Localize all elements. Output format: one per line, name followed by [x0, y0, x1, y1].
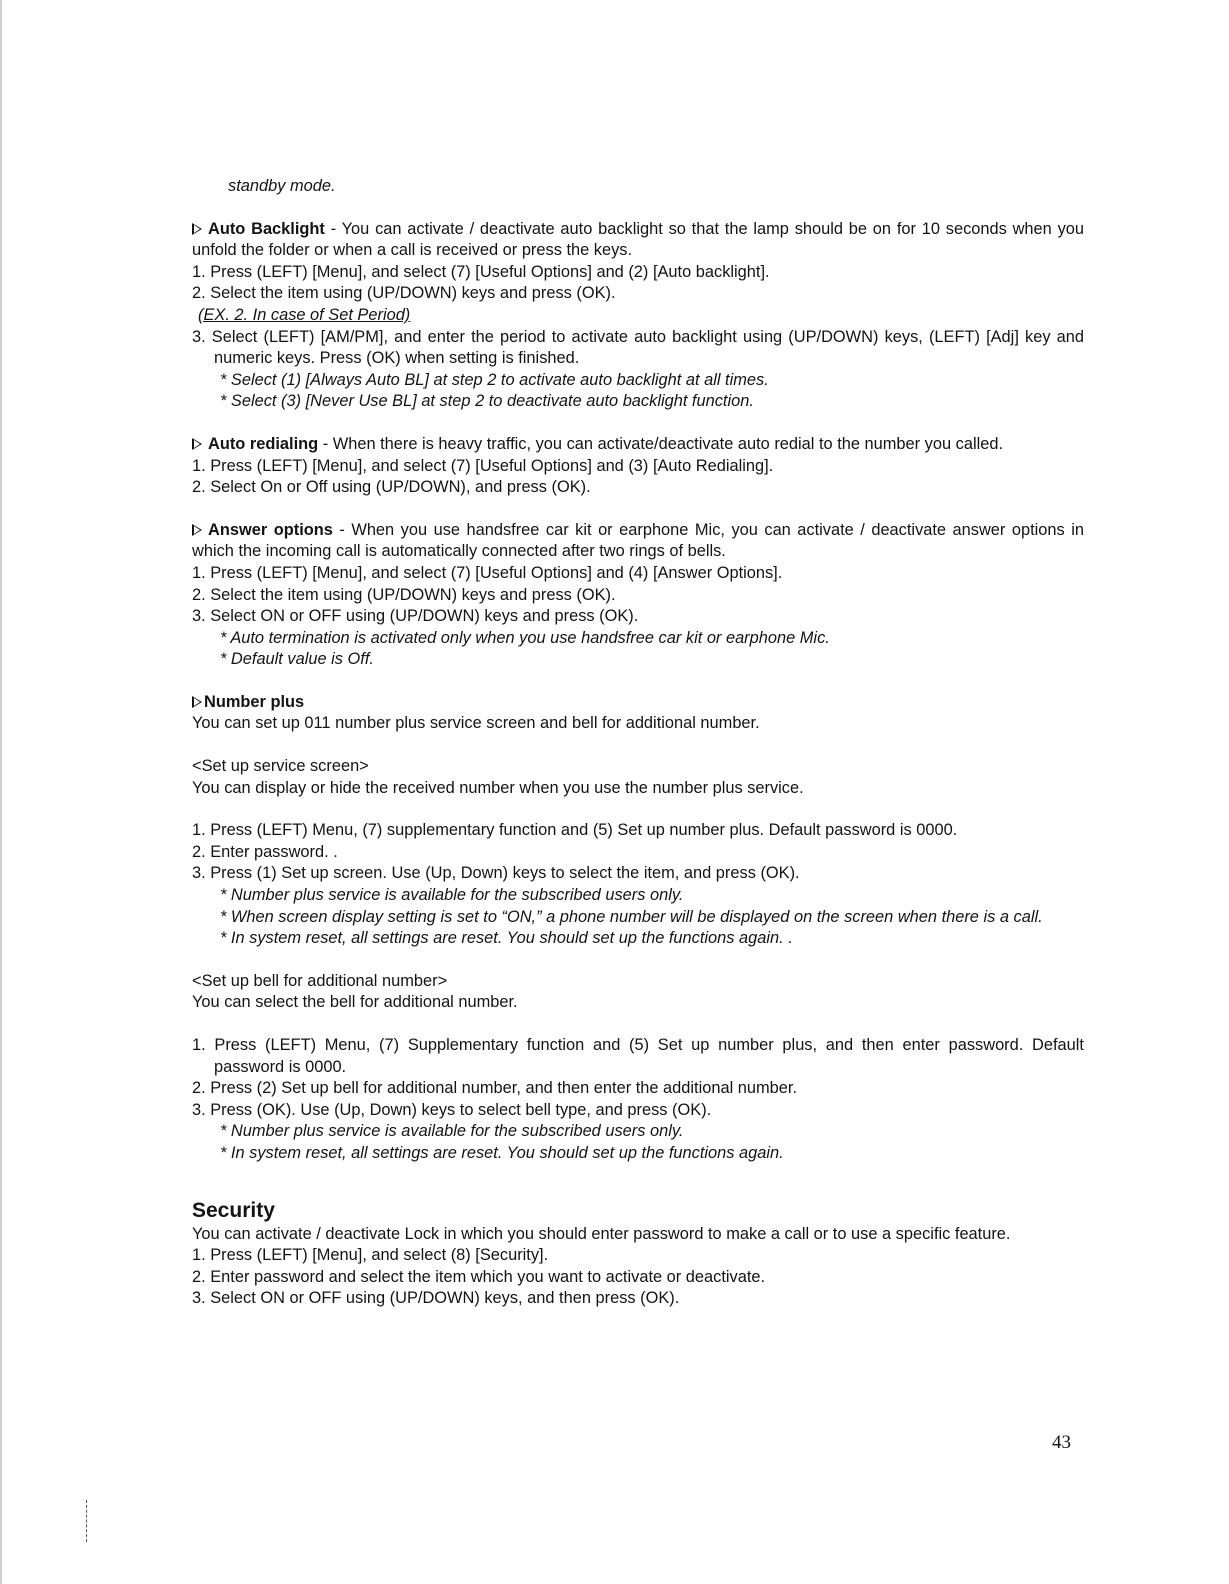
page-content	[192, 176, 1084, 1310]
answer-options-desc	[192, 520, 1084, 563]
triangle-bullet-icon	[192, 696, 202, 708]
list-item: 2. Press (2) Set up bell for additional number, and then enter the additional number.	[192, 1079, 798, 1098]
list-item: 3. Select ON or OFF using (UP/DOWN) keys and press (OK).	[192, 607, 639, 626]
auto-backlight-desc-text: - You can activate / deactivate auto backlight so that the lamp should be on for 10 seconds when you unfold the folder or when a call is received or press the keys.	[192, 219, 1084, 260]
list-item: 2. Select the item using (UP/DOWN) keys and press (OK).	[192, 585, 616, 604]
number-plus-heading	[192, 692, 1084, 714]
example-label: (EX. 2. In case of Set Period)	[198, 305, 411, 324]
list-item: 3. Press (1) Set up screen. Use (Up, Down) keys to select the item, and press (OK).	[192, 864, 800, 883]
list-item: 3. Press (OK). Use (Up, Down) keys to select bell type, and press (OK).	[192, 1100, 712, 1119]
list-item: 1. Press (LEFT) Menu, (7) supplementary function and (5) Set up number plus. Default password is 0000.	[192, 821, 958, 840]
note-item: * Default value is Off.	[220, 650, 374, 669]
auto-redialing-desc	[192, 434, 1084, 456]
security-title: Security	[192, 1198, 275, 1222]
triangle-bullet-icon	[192, 223, 202, 235]
list-item: 2. Enter password and select the item which you want to activate or deactivate.	[192, 1267, 766, 1286]
subheading: <Set up bell for additional number>	[192, 971, 448, 990]
list-item: 1. Press (LEFT) Menu, (7) Supplementary function and (5) Set up number plus, and then enter password. Default password is 0000.	[192, 1036, 1084, 1076]
list-item: 3. Select (LEFT) [AM/PM], and enter the period to activate auto backlight using (UP/DOWN) keys, (LEFT) [Adj] key and numeric keys. Press (OK) when setting is finished.	[192, 327, 1084, 368]
note-item: * When screen display setting is set to “ON,” a phone number will be displayed on the screen when there is a call.	[220, 907, 1043, 926]
section-security	[192, 1198, 1084, 1310]
triangle-bullet-icon	[192, 438, 202, 450]
number-plus-desc: You can set up 011 number plus service screen and bell for additional number.	[192, 714, 760, 733]
list-item: 2. Enter password. .	[192, 842, 338, 861]
section-auto-redialing	[192, 434, 1084, 499]
subheading-desc: You can select the bell for additional number.	[192, 993, 518, 1012]
list-item: 2. Select On or Off using (UP/DOWN), and press (OK).	[192, 478, 591, 497]
list-item: 1. Press (LEFT) [Menu], and select (7) [Useful Options] and (3) [Auto Redialing].	[192, 456, 774, 475]
number-plus-title: Number plus	[204, 692, 305, 711]
auto-backlight-desc	[192, 219, 1084, 262]
auto-redialing-title: Auto redialing	[208, 434, 319, 453]
list-item: 1. Press (LEFT) [Menu], and select (8) [Security].	[192, 1246, 549, 1265]
answer-options-desc-text: - When you use handsfree car kit or earphone Mic, you can activate / deactivate answer options in which the incoming call is automatically connected after two rings of bells.	[192, 520, 1084, 561]
security-desc: You can activate / deactivate Lock in which you should enter password to make a call or to use a specific feature.	[192, 1224, 1011, 1243]
note-item: * Select (1) [Always Auto BL] at step 2 to activate auto backlight at all times.	[220, 370, 769, 389]
note-item: * In system reset, all settings are reset. You should set up the functions again. .	[220, 929, 793, 948]
intro-text: standby mode.	[228, 177, 336, 195]
answer-options-title: Answer options	[208, 520, 333, 539]
list-item: 1. Press (LEFT) [Menu], and select (7) [Useful Options] and (2) [Auto backlight].	[192, 262, 770, 281]
auto-backlight-title: Auto Backlight	[208, 219, 325, 238]
note-item: * In system reset, all settings are reset. You should set up the functions again.	[220, 1143, 784, 1162]
scan-mark	[86, 1500, 88, 1542]
note-item: * Number plus service is available for the subscribed users only.	[220, 1122, 684, 1141]
auto-redialing-desc-text: - When there is heavy traffic, you can activate/deactivate auto redial to the number you called.	[318, 434, 1004, 453]
section-auto-backlight	[192, 219, 1084, 413]
scan-edge	[0, 0, 2, 1584]
note-item: * Number plus service is available for the subscribed users only.	[220, 886, 684, 905]
subheading-desc: You can display or hide the received number when you use the number plus service.	[192, 778, 804, 797]
triangle-bullet-icon	[192, 524, 202, 536]
page-number: 43	[1052, 1432, 1071, 1453]
note-item: * Auto termination is activated only when you use handsfree car kit or earphone Mic.	[220, 628, 830, 647]
subheading: <Set up service screen>	[192, 757, 369, 776]
list-item: 1. Press (LEFT) [Menu], and select (7) [Useful Options] and (4) [Answer Options].	[192, 563, 783, 582]
list-item: 2. Select the item using (UP/DOWN) keys and press (OK).	[192, 284, 616, 303]
note-item: * Select (3) [Never Use BL] at step 2 to deactivate auto backlight function.	[220, 392, 754, 411]
section-number-plus	[192, 692, 1084, 1165]
section-answer-options	[192, 520, 1084, 671]
list-item: 3. Select ON or OFF using (UP/DOWN) keys, and then press (OK).	[192, 1289, 680, 1308]
